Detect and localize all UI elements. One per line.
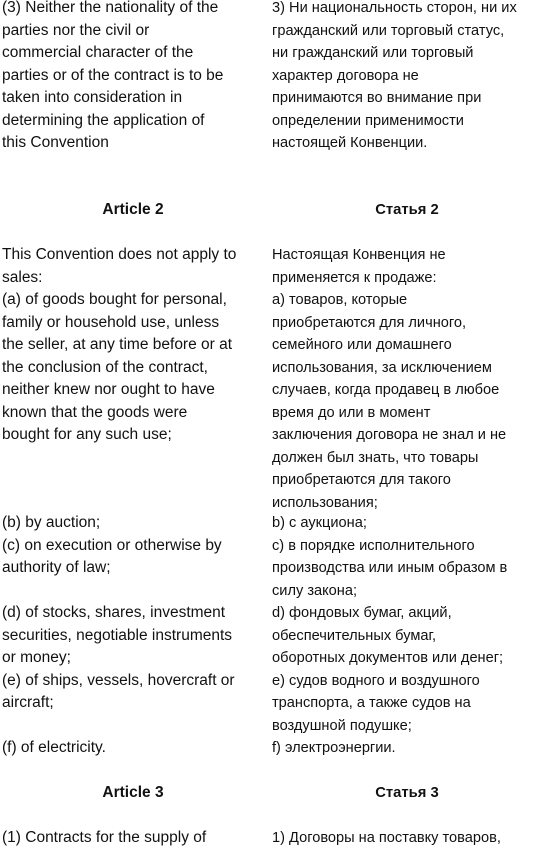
en-article-1-paragraph-3: (3) Neither the nationality of the parties nor the civil or commercial character of the parties or of the contract is to be taken into consideration in determining the application of this Convention (2, 0, 224, 151)
ru-article-3-heading: Статья 3 (375, 785, 439, 801)
ru-article-2-heading: Статья 2 (375, 202, 439, 218)
en-article-2-heading: Article 2 (102, 201, 164, 218)
ru-article-1-paragraph-3: 3) Ни национальность сторон, ни их гражданский или торговый статус, ни гражданский или торговый характер договора не принимаются во внимание при определении применимости настоящей Конвенции. (272, 0, 517, 151)
ru-article-2-intro-and-item-a: Настоящая Конвенция не применяется к продаже: а) товаров, которые приобретаются для личного, семейного или домашнего использования, за исключением случаев, когда продавец в любое время до или в момент заключения договора не знал и не должен был знать, что товары приобретаются для такого использования; (272, 247, 507, 511)
en-article-2-intro-and-item-a: This Convention does not apply to sales: (a) of goods bought for personal, family or household use, unless the seller, at any time before or at the conclusion of the contract, neither knew nor ought to have known that the goods were bought for any such use; (2, 246, 237, 443)
ru-article-2-items-d-e: d) фондовых бумаг, акций, обеспечительных бумаг, оборотных документов или денег; е) судов водного и воздушного транспорта, а также судов на воздушной подушке; (272, 605, 504, 734)
en-article-2-item-f: (f) of electricity. (2, 739, 106, 756)
en-article-3-heading: Article 3 (102, 784, 164, 801)
en-article-2-items-b-c: (b) by auction; (c) on execution or otherwise by authority of law; (2, 514, 222, 576)
ru-article-2-item-f: f) электроэнергии. (272, 740, 396, 756)
en-article-3-paragraph-1: (1) Contracts for the supply of (2, 829, 207, 846)
ru-article-3-paragraph-1: 1) Договоры на поставку товаров, (272, 830, 501, 846)
ru-article-2-items-b-c: b) с аукциона; с) в порядке исполнительного производства или иным образом в силу закона; (272, 515, 508, 599)
en-article-2-items-d-e: (d) of stocks, shares, investment securities, negotiable instruments or money; (e) of ships, vessels, hovercraft or aircraft; (2, 604, 235, 711)
